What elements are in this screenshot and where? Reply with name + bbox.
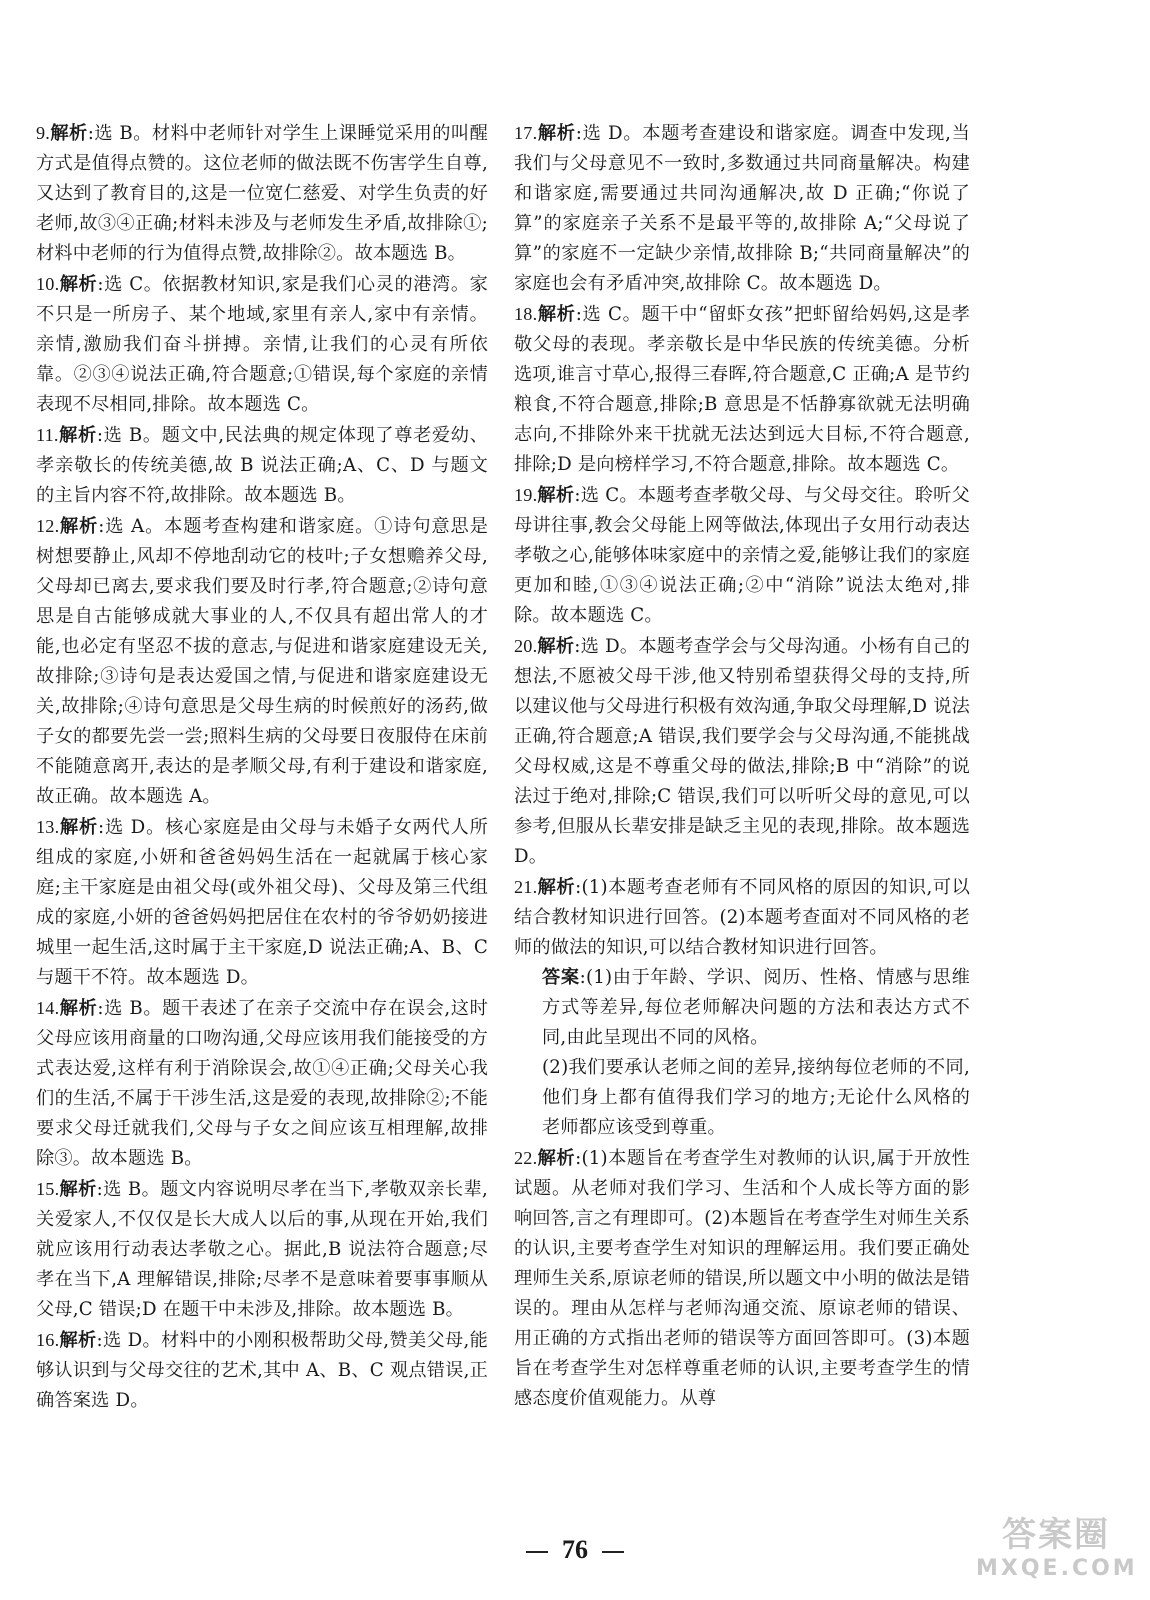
watermark-site: MXQE.COM bbox=[976, 1556, 1138, 1581]
watermark-logo bbox=[976, 1514, 1136, 1590]
left-column bbox=[36, 118, 488, 1416]
answer-item-20: 20.解析:选 D。本题考查学会与父母沟通。小杨有自己的想法,不愿被父母干涉,他又特别希望获得父母的支持,所以建议他与父母进行积极有效沟通,争取父母理解,D 说法正确,符合题意;A 错误,我们要学会与父母沟通,不能挑战父母权威,这是不尊重父母的做法,排除;B 中“消除”的说法过于绝对,排除;C 错误,我们可以听听父母的意见,可以参考,但服从长辈安排是缺乏主见的表现,排除。故本题选 D。 bbox=[514, 636, 970, 867]
watermark-logo-text: 答案圈 bbox=[1002, 1515, 1110, 1555]
answer-item-19: 19.解析:选 C。本题考查孝敬父母、与父母交往。聆听父母讲往事,教会父母能上网等做法,体现出子女用行动表达孝敬之心,能够体味家庭中的亲情之爱,能够让我们的家庭更加和睦,①③④说法正确;②中“消除”说法太绝对,排除。故本题选 C。 bbox=[514, 485, 970, 626]
page-number: 76 bbox=[562, 1535, 588, 1564]
answer-21-part2: (2)我们要承认老师之间的差异,接纳每位老师的不同,他们身上都有值得我们学习的地方;无论什么风格的老师都应该受到尊重。 bbox=[542, 1057, 970, 1138]
answer-item-21 bbox=[514, 872, 970, 1143]
footer-dash-left bbox=[526, 1551, 548, 1553]
answer-item-18: 18.解析:选 C。题干中“留虾女孩”把虾留给妈妈,这是孝敬父母的表现。孝亲敬长是中华民族的传统美德。分析选项,谁言寸草心,报得三春晖,符合题意,C 正确;A 是节约粮食,不符合题意,排除;B 意思是不恬静寡欲就无法明确志向,不排除外来干扰就无法达到远大目标,不符合题意,排除;D 是向榜样学习,不符合题意,排除。故本题选 C。 bbox=[514, 304, 970, 475]
answer-item-17: 17.解析:选 D。本题考查建设和谐家庭。调查中发现,当我们与父母意见不一致时,多数通过共同商量解决。构建和谐家庭,需要通过共同沟通解决,故 D 正确;“你说了算”的家庭亲子关系不是最平等的,故排除 A;“父母说了算”的家庭不一定缺少亲情,故排除 B;“共同商量解决”的家庭也会有矛盾冲突,故排除 C。故本题选 D。 bbox=[514, 123, 970, 294]
analysis-21: 21.解析:(1)本题考查老师有不同风格的原因的知识,可以结合教材知识进行回答。(2)本题考查面对不同风格的老师的做法的知识,可以结合教材知识进行回答。 bbox=[514, 877, 970, 958]
right-column bbox=[514, 118, 970, 1414]
answer-item-16: 16.解析:选 D。材料中的小刚积极帮助父母,赞美父母,能够认识到与父母交往的艺术,其中 A、B、C 观点错误,正确答案选 D。 bbox=[36, 1330, 489, 1411]
answer-21-part1: 答案:(1)由于年龄、学识、阅历、性格、情感与思维方式等差异,每位老师解决问题的方法和表达方式不同,由此呈现出不同的风格。 bbox=[542, 967, 970, 1048]
answer-item-22: 22.解析:(1)本题旨在考查学生对教师的认识,属于开放性试题。从老师对我们学习、生活和个人成长等方面的影响回答,言之有理即可。(2)本题旨在考查学生对师生关系的认识,主要考查学生对知识的理解运用。我们要正确处理师生关系,原谅老师的错误,所以题文中小明的做法是错误的。理由从怎样与老师沟通交流、原谅老师的错误、用正确的方式指出老师的错误等方面回答即可。(3)本题旨在考查学生对怎样尊重老师的认识,主要考查学生的情感态度价值观能力。从尊 bbox=[514, 1148, 970, 1409]
footer-dash-right bbox=[602, 1551, 624, 1553]
answer-item-9: 9.解析:选 B。材料中老师针对学生上课睡觉采用的叫醒方式是值得点赞的。这位老师的做法既不伤害学生自尊,又达到了教育目的,这是一位宽仁慈爱、对学生负责的好老师,故③④正确;材料未涉及与老师发生矛盾,故排除①;材料中老师的行为值得点赞,故排除②。故本题选 B。 bbox=[36, 123, 489, 264]
answer-item-13: 13.解析:选 D。核心家庭是由父母与未婚子女两代人所组成的家庭,小妍和爸爸妈妈生活在一起就属于核心家庭;主干家庭是由祖父母(或外祖父母)、父母及第三代组成的家庭,小妍的爸爸妈妈把居住在农村的爷爷奶奶接进城里一起生活,这时属于主干家庭,D 说法正确;A、B、C 与题干不符。故本题选 D。 bbox=[36, 817, 488, 988]
answer-item-14: 14.解析:选 B。题干表述了在亲子交流中存在误会,这时父母应该用商量的口吻沟通,父母应该用我们能接受的方式表达爱,这样有利于消除误会,故①④正确;父母关心我们的生活,不属于干涉生活,这是爱的表现,故排除②;不能要求父母迁就我们,父母与子女之间应该互相理解,故排除③。故本题选 B。 bbox=[36, 998, 489, 1169]
answer-item-10: 10.解析:选 C。依据教材知识,家是我们心灵的港湾。家不只是一所房子、某个地域,家里有亲人,家中有亲情。亲情,激励我们奋斗拼搏。亲情,让我们的心灵有所依靠。②③④说法正确,符合题意;①错误,每个家庭的亲情表现不尽相同,排除。故本题选 C。 bbox=[36, 274, 488, 415]
answer-item-12: 12.解析:选 A。本题考查构建和谐家庭。①诗句意思是树想要静止,风却不停地刮动它的枝叶;子女想赡养父母,父母却已离去,要求我们要及时行孝,符合题意;②诗句意思是自古能够成就大事业的人,不仅具有超出常人的才能,也必定有坚忍不拔的意志,与促进和谐家庭建设无关,故排除;③诗句是表达爱国之情,与促进和谐家庭建设无关,故排除;④诗句意思是父母生病的时候煎好的汤药,做子女的都要先尝一尝;照料生病的父母要日夜服侍在床前不能随意离开,表达的是孝顺父母,有利于建设和谐家庭,故正确。故本题选 A。 bbox=[36, 516, 488, 807]
answer-item-15: 15.解析:选 B。题文内容说明尽孝在当下,孝敬双亲长辈,关爱家人,不仅仅是长大成人以后的事,从现在开始,我们就应该用行动表达孝敬之心。据此,B 说法符合题意;尽孝在当下,A 理解错误,排除;尽孝不是意味着要事事顺从父母,C 错误;D 在题干中未涉及,排除。故本题选 B。 bbox=[36, 1179, 489, 1320]
answer-item-11: 11.解析:选 B。题文中,民法典的规定体现了尊老爱幼、孝亲敬长的传统美德,故 B 说法正确;A、C、D 与题文的主旨内容不符,故排除。故本题选 B。 bbox=[36, 425, 488, 506]
